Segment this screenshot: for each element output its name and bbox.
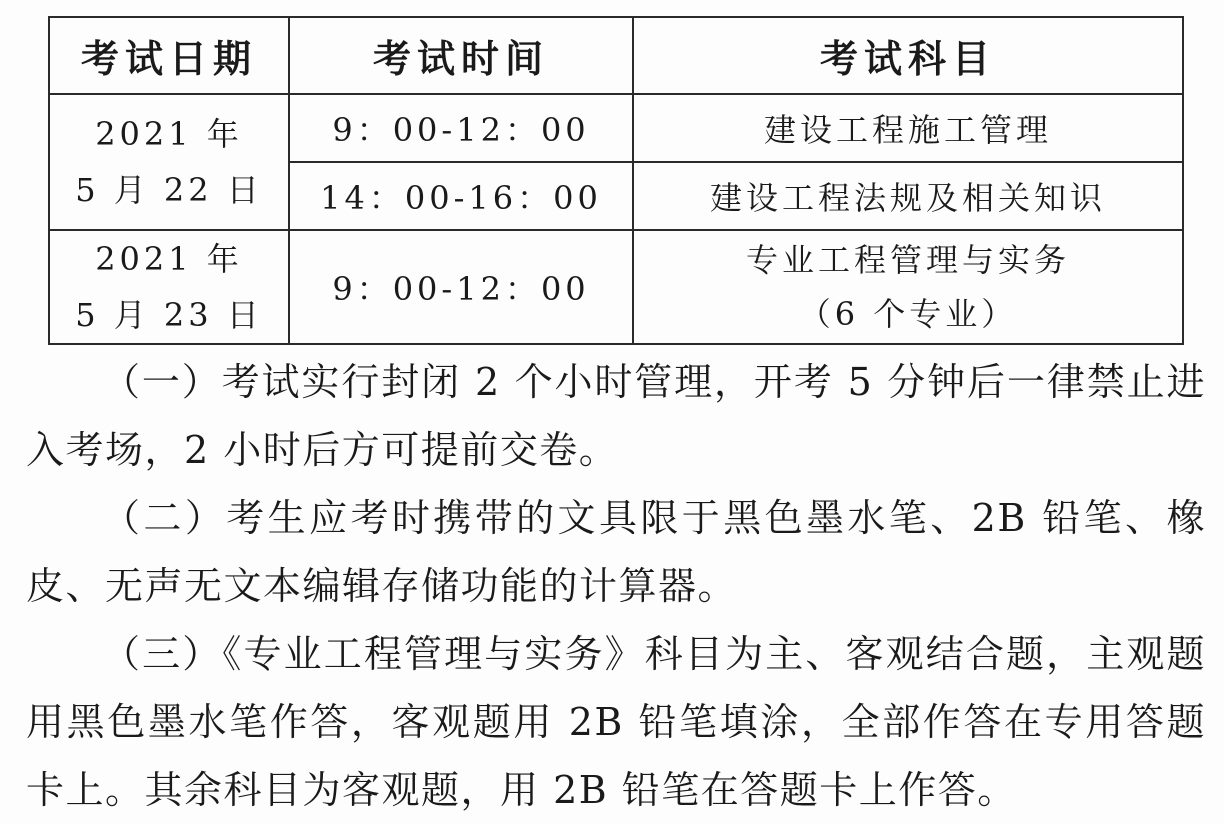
date-month-day: 5 月 22 日 [75,171,263,209]
exam-schedule-table [48,16,1184,345]
table-row [49,94,1183,162]
exam-time-cell: 9：00-12：00 [289,230,633,344]
date-year: 2021 年 [95,240,243,278]
table-header-row [49,17,1183,94]
rule-paragraph-3: （三）《专业工程管理与实务》科目为主、客观结合题，主观题用黑色墨水笔作答，客观题用 2B 铅笔填涂，全部作答在专用答题卡上。其余科目为客观题，用 2B 铅笔在答题卡上作答。 [26,632,1206,812]
subject-name: 专业工程管理与实务 [745,241,1070,279]
exam-subject-cell: 建设工程施工管理 [633,94,1183,162]
exam-time-cell: 14：00-16：00 [289,162,633,230]
header-exam-date: 考试日期 [49,17,289,94]
rule-paragraph-1: （一）考试实行封闭 2 个小时管理，开考 5 分钟后一律禁止进入考场，2 小时后方可提前交卷。 [26,360,1206,472]
subject-note: （6 个专业） [798,295,1018,333]
exam-date-cell [49,94,289,230]
exam-rules [26,348,1206,824]
exam-subject-cell: 建设工程法规及相关知识 [633,162,1183,230]
exam-subject-cell [633,230,1183,344]
date-year: 2021 年 [95,115,243,153]
header-exam-time: 考试时间 [289,17,633,94]
date-month-day: 5 月 23 日 [75,296,263,334]
exam-time-cell: 9：00-12：00 [289,94,633,162]
header-exam-subject: 考试科目 [633,17,1183,94]
exam-date-cell [49,230,289,344]
table-row [49,230,1183,344]
rule-paragraph-2: （二）考生应考时携带的文具限于黑色墨水笔、2B 铅笔、橡皮、无声无文本编辑存储功能的计算器。 [26,496,1206,608]
